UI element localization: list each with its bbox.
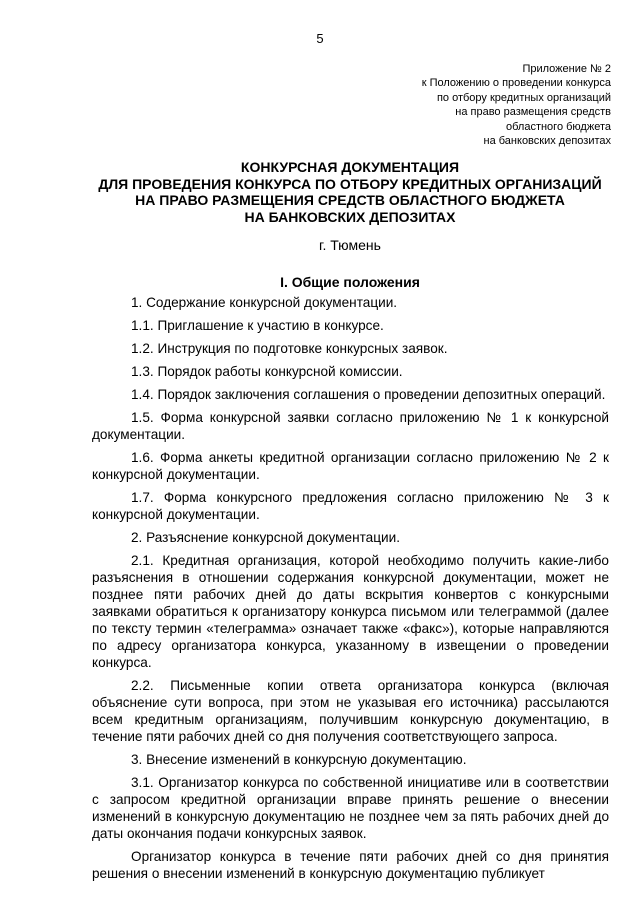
- title-line: ДЛЯ ПРОВЕДЕНИЯ КОНКУРСА ПО ОТБОРУ КРЕДИТНЫХ ОРГАНИЗАЦИЙ: [98, 175, 602, 192]
- paragraph: 2.2. Письменные копии ответа организатора конкурса (включая объяснение сути вопроса, при этом не указывая его источника) рассылаются всем кредитным организациям, получившим конкурсную документацию, в течение пяти рабочих дней со дня получения соответствующего запроса.: [92, 678, 609, 744]
- appendix-line: областного бюджета: [505, 120, 611, 133]
- title-line: НА ПРАВО РАЗМЕЩЕНИЯ СРЕДСТВ ОБЛАСТНОГО БЮДЖЕТА: [135, 192, 565, 208]
- appendix-line: по отбору кредитных организаций: [436, 91, 611, 104]
- appendix-line: на банковских депозитах: [483, 135, 611, 148]
- paragraph: 1.6. Форма анкеты кредитной организации согласно приложению № 2 к конкурсной документации.: [92, 450, 609, 482]
- appendix-note: [422, 62, 611, 148]
- paragraph: 1.4. Порядок заключения соглашения о проведении депозитных операций.: [131, 387, 606, 402]
- title-line: КОНКУРСНАЯ ДОКУМЕНТАЦИЯ: [240, 159, 460, 175]
- appendix-line: Приложение № 2: [522, 63, 611, 75]
- paragraph: Организатор конкурса в течение пяти рабочих дней со дня принятия решения о внесении изменений в конкурсную документацию публикует: [92, 849, 609, 881]
- paragraph: 1.5. Форма конкурсной заявки согласно приложению № 1 к конкурсной документации.: [92, 410, 609, 442]
- paragraph: 1.3. Порядок работы конкурсной комиссии.: [131, 364, 403, 379]
- paragraph: 2. Разъяснение конкурсной документации.: [131, 530, 400, 545]
- paragraph: 1.7. Форма конкурсного предложения согласно приложению № 3 к конкурсной документации.: [92, 490, 609, 522]
- paragraph: 1. Содержание конкурсной документации.: [131, 295, 398, 310]
- appendix-line: к Положению о проведении конкурса: [421, 77, 611, 90]
- paragraph: 3.1. Организатор конкурса по собственной инициативе или в соответствии с запросом кредитной организации вправе принять решение о внесении изменений в конкурсную документацию не позднее чем за пять рабочих дней до даты окончания подачи конкурсных заявок.: [92, 775, 609, 841]
- document-body: [92, 294, 609, 882]
- paragraph: 1.2. Инструкция по подготовке конкурсных заявок.: [131, 341, 448, 356]
- section-heading: I. Общие положения: [280, 274, 420, 290]
- city-line: г. Тюмень: [319, 237, 381, 253]
- paragraph: 1.1. Приглашение к участию в конкурсе.: [131, 318, 384, 333]
- page-number: 5: [316, 31, 324, 46]
- paragraph: 2.1. Кредитная организация, которой необходимо получить какие-либо разъяснения в отношении содержания конкурсной документации, может не позднее пяти рабочих дней до даты вскрытия конвертов с конкурсными заявками обратиться к организатору конкурса письмом или телеграммой (далее по тексту термин «телеграмма» означает также «факс»), которые направляются по адресу организатора конкурса, указанному в извещении о проведении конкурса.: [92, 553, 609, 670]
- appendix-line: на право размещения средств: [455, 106, 611, 119]
- title-line: НА БАНКОВСКИХ ДЕПОЗИТАХ: [244, 208, 456, 225]
- document-title: [60, 159, 640, 225]
- paragraph: 3. Внесение изменений в конкурсную документацию.: [131, 752, 467, 767]
